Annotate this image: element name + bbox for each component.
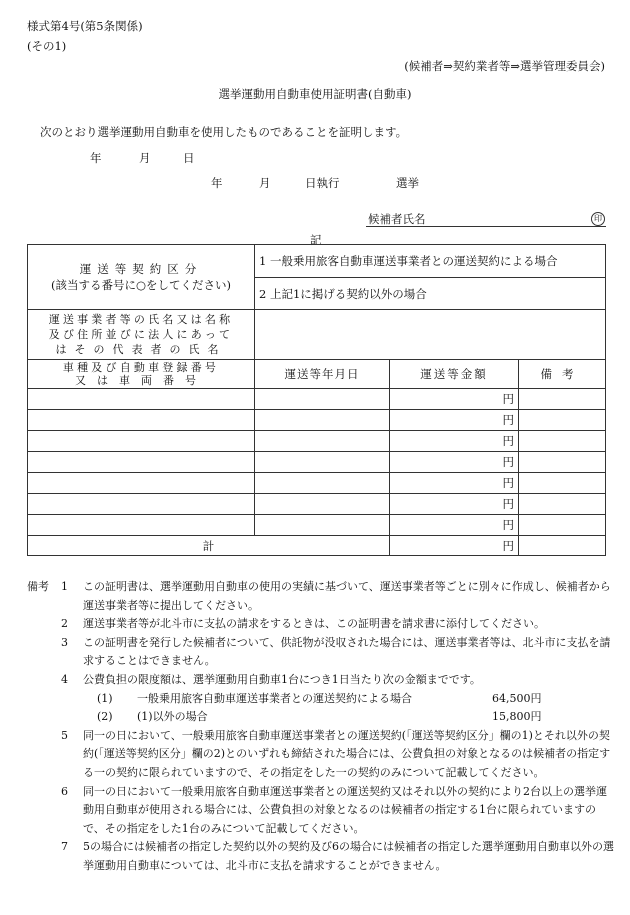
vehicle-cell[interactable] bbox=[28, 431, 255, 452]
note-text: 運送事業者等が北斗市に支払の請求をするときは、この証明書を請求書に添付してください。 bbox=[83, 617, 545, 631]
note-item bbox=[27, 634, 617, 671]
contract-option-2[interactable]: 2 上記1に掲げる契約以外の場合 bbox=[255, 278, 606, 310]
yen-unit: 円 bbox=[502, 455, 514, 469]
amount-cell[interactable] bbox=[390, 410, 519, 431]
note-item bbox=[27, 615, 617, 634]
note-text: 同一の日において、一般乗用旅客自動車運送事業者との運送契約(「運送等契約区分」欄の1)とそれ以外の契約(「運送等契約区分」欄の2)とのいずれも締結された場合には、公費負担の対象となるのは候補者の指定する一の契約に限られていますので、その指定をした一の契約のみについて記載してください。 bbox=[83, 728, 611, 779]
note-item bbox=[27, 838, 617, 875]
vehicle-column-header bbox=[28, 360, 255, 389]
note-text: 同一の日において一般乗用旅客自動車運送事業者との運送契約又はそれ以外の契約により2台以上の選挙運動用自動車が使用される場合には、公費負担の対象となるのは候補者の指定する1台に限られていますので、その指定をした1台のみについて記載してください。 bbox=[83, 784, 607, 835]
yen-unit: 円 bbox=[502, 476, 514, 490]
yen-unit: 円 bbox=[502, 413, 514, 427]
limit-number: (2) bbox=[97, 710, 113, 724]
note-item bbox=[27, 578, 617, 615]
amount-cell[interactable] bbox=[390, 515, 519, 536]
note-column-header: 備考 bbox=[519, 360, 606, 389]
total-amount-cell[interactable] bbox=[390, 536, 519, 556]
contract-type-instruction: (該当する番号に○をしてください) bbox=[50, 278, 231, 292]
certificate-table bbox=[27, 244, 606, 556]
form-number: 様式第4号(第5条関係) bbox=[27, 19, 143, 33]
vehicle-cell[interactable] bbox=[28, 389, 255, 410]
note-number: 6 bbox=[61, 784, 68, 798]
limit-item bbox=[27, 708, 617, 727]
operator-label-line-2: 及び住所並びに法人にあって bbox=[48, 328, 234, 341]
vehicle-cell[interactable] bbox=[28, 473, 255, 494]
total-label: 計 bbox=[28, 536, 390, 556]
date-cell[interactable] bbox=[255, 494, 390, 515]
candidate-name-line bbox=[366, 226, 606, 227]
date-cell[interactable] bbox=[255, 389, 390, 410]
vehicle-cell[interactable] bbox=[28, 494, 255, 515]
document-title: 選挙運動用自動車使用証明書(自動車) bbox=[218, 87, 412, 101]
date-month: 月 bbox=[139, 151, 151, 165]
note-item bbox=[27, 671, 617, 690]
note-text: 公費負担の限度額は、選挙運動用自動車1台につき1日当たり次の金額までです。 bbox=[83, 672, 481, 686]
note-text: この証明書を発行した候補者について、供託物が没収された場合には、運送事業者等は、北斗市に支払を請求することはできません。 bbox=[83, 635, 611, 668]
contract-type-label bbox=[28, 245, 255, 310]
table-row bbox=[28, 389, 606, 410]
note-cell[interactable] bbox=[519, 452, 606, 473]
note-item bbox=[27, 727, 617, 783]
yen-unit: 円 bbox=[502, 392, 514, 406]
note-cell[interactable] bbox=[519, 473, 606, 494]
vehicle-cell[interactable] bbox=[28, 410, 255, 431]
vehicle-header-line-1: 車種及び自動車登録番号 bbox=[62, 361, 220, 374]
intro-text: 次のとおり選挙運動用自動車を使用したものであることを証明します。 bbox=[40, 125, 408, 139]
note-number: 1 bbox=[61, 580, 68, 593]
table-row bbox=[28, 431, 606, 452]
note-cell[interactable] bbox=[519, 515, 606, 536]
table-row bbox=[28, 473, 606, 494]
date-year: 年 bbox=[90, 151, 102, 165]
operator-label-line-1: 運送事業者等の氏名又は名称 bbox=[48, 313, 234, 326]
amount-cell[interactable] bbox=[390, 494, 519, 515]
table-row bbox=[28, 452, 606, 473]
note-item bbox=[27, 783, 617, 839]
note-text: 5の場合には候補者の指定した契約以外の契約及び6の場合には候補者の指定した選挙運動用自動車以外の選挙運動用自動車については、北斗市に支払を請求することができません。 bbox=[83, 840, 614, 872]
election-year: 年 bbox=[211, 176, 223, 190]
vehicle-cell[interactable] bbox=[28, 452, 255, 473]
table-row bbox=[28, 494, 606, 515]
contract-option-1[interactable]: 1 一般乗用旅客自動車運送事業者との運送契約による場合 bbox=[255, 245, 606, 278]
vehicle-header-line-2: 又は車両番号 bbox=[75, 374, 207, 387]
operator-label bbox=[28, 310, 255, 360]
election-month: 月 bbox=[259, 176, 271, 190]
amount-cell[interactable] bbox=[390, 452, 519, 473]
limit-text: (1)以外の場合 bbox=[137, 710, 208, 724]
note-cell[interactable] bbox=[519, 494, 606, 515]
election-label: 選挙 bbox=[396, 176, 419, 190]
amount-cell[interactable] bbox=[390, 389, 519, 410]
date-day: 日 bbox=[183, 151, 195, 165]
date-column-header: 運送等年月日 bbox=[255, 360, 390, 389]
total-note-cell[interactable] bbox=[519, 536, 606, 556]
contract-type-title: 運送等契約区分 bbox=[79, 262, 203, 276]
table-row bbox=[28, 410, 606, 431]
yen-unit: 円 bbox=[502, 518, 514, 532]
limit-amount: 64,500円 bbox=[492, 691, 542, 705]
limit-amount: 15,800円 bbox=[492, 710, 542, 724]
form-sub-number: (その1) bbox=[27, 39, 67, 53]
note-cell[interactable] bbox=[519, 431, 606, 452]
date-cell[interactable] bbox=[255, 410, 390, 431]
amount-cell[interactable] bbox=[390, 431, 519, 452]
seal-icon: 印 bbox=[591, 212, 605, 226]
vehicle-cell[interactable] bbox=[28, 515, 255, 536]
note-number: 7 bbox=[61, 840, 68, 854]
election-day-exec: 日執行 bbox=[305, 176, 340, 190]
yen-unit: 円 bbox=[502, 434, 514, 448]
date-cell[interactable] bbox=[255, 452, 390, 473]
note-cell[interactable] bbox=[519, 410, 606, 431]
note-text: この証明書は、選挙運動用自動車の使用の実績に基づいて、運送事業者等ごとに別々に作成し、候補者から運送事業者等に提出してください。 bbox=[83, 580, 611, 612]
flow-text: (候補者⇒契約業者等⇒選挙管理委員会) bbox=[404, 59, 605, 73]
note-number: 4 bbox=[61, 672, 68, 686]
operator-field[interactable] bbox=[255, 310, 606, 360]
limit-item bbox=[27, 690, 617, 709]
note-number: 5 bbox=[61, 728, 68, 742]
candidate-name-label: 候補者氏名 bbox=[368, 212, 426, 226]
ki-label: 記 bbox=[310, 233, 322, 247]
date-cell[interactable] bbox=[255, 431, 390, 452]
amount-column-header: 運送等金額 bbox=[390, 360, 519, 389]
limit-number: (1) bbox=[97, 691, 113, 705]
seal-mark bbox=[591, 210, 605, 226]
date-cell[interactable] bbox=[255, 515, 390, 536]
notes-section bbox=[27, 578, 617, 876]
note-number: 2 bbox=[61, 617, 68, 631]
limit-text: 一般乗用旅客自動車運送事業者との運送契約による場合 bbox=[137, 691, 412, 705]
date-cell[interactable] bbox=[255, 473, 390, 494]
amount-cell[interactable] bbox=[390, 473, 519, 494]
notes-label: 備考 bbox=[27, 580, 49, 593]
operator-label-line-3: はその代表者の氏名 bbox=[55, 343, 227, 356]
table-row bbox=[28, 515, 606, 536]
yen-unit: 円 bbox=[502, 538, 514, 553]
note-number: 3 bbox=[61, 635, 68, 649]
note-cell[interactable] bbox=[519, 389, 606, 410]
yen-unit: 円 bbox=[502, 497, 514, 511]
